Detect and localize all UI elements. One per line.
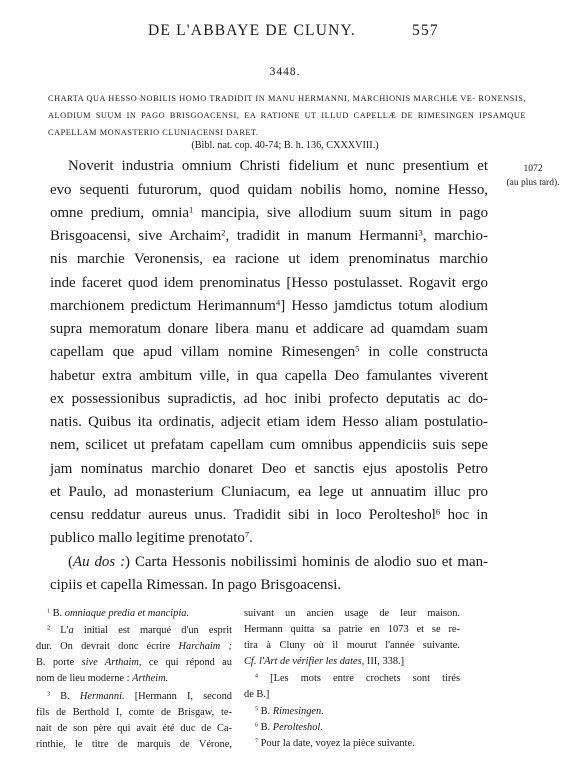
body-line: marchionem predictum Herimannum$^4$] Hesso jamdictus totum alodium <box>50 297 488 314</box>
endorsement-line: (Au dos :) Carta Hessonis nobilissimi hominis de alodio suo et man- <box>68 554 488 570</box>
page-number: 557 <box>412 22 439 39</box>
footnote: $^4$ [Les mots entre crochets sont tirés <box>255 673 460 684</box>
body-line: jam nominatus marchio donaret Deo et sanctis ejus apostolis Petro <box>50 461 488 477</box>
body-line: et Paulo, ad monasterium Cluniacum, ea lege ut annuatim illuc pro <box>50 484 488 500</box>
footnote-marker: 3 <box>418 227 423 238</box>
margin-date-note <box>498 163 568 190</box>
charter-number: 3448. <box>269 66 301 78</box>
footnote-marker: 7 <box>244 529 250 540</box>
footnote: $^7$ Pour la date, voyez la pièce suivante. <box>255 738 415 749</box>
footnote-marker: 2 <box>221 227 226 238</box>
body-line: nis marchie Veronensis, ea racione ut idem prenominatus marchio <box>50 251 488 267</box>
footnote: $^1$ B. omniaque predia et mancipia. <box>47 608 190 619</box>
body-line: capellam que apud villam nomine Rimesengen$^5$ in colle constructa <box>50 343 488 360</box>
footnote: $^6$ B. Perolteshol. <box>255 722 323 733</box>
endorsement-line: cipiis et capella Rimessan. In pago Brisgoacensi. <box>50 577 342 593</box>
footnote-line: dur. On devrait donc écrire Harchaim ; <box>36 641 232 652</box>
footnote: $^3$ B. Hermanni. [Hermann I, second <box>47 691 232 702</box>
charter-heading <box>48 91 526 141</box>
footnote-marker: 5 <box>355 343 360 354</box>
body-line: supra memoratum donare libera manu et addicare ad quamdam suam <box>50 321 488 337</box>
body-line: habetur extra ambitum ville, in qua capella Deo famulantes viverent <box>50 368 488 384</box>
heading-line: CHARTA QUA HESSO NOBILIS HOMO TRADIDIT IN MANU HERMANNI, MARCHIONIS MARCHIÆ VE- <box>48 94 476 103</box>
footnote-line: suivant un ancien usage de leur maison. <box>244 608 460 619</box>
footnote-marker: 1 <box>188 204 194 215</box>
heading-line: RONENSIS, ALODIUM SUUM IN PAGO BRISGOACENSI, EA RATIONE UT ILLUD CAPELLÆ DE <box>48 94 527 120</box>
footnote: $^2$ L'a initial est marqué d'un esprit <box>47 625 232 636</box>
footnote-marker: 6 <box>435 506 441 517</box>
margin-qualifier: (au plus tard). <box>506 177 560 188</box>
footnote-line: Hermann quitta sa patrie en 1073 et se re- <box>244 624 460 635</box>
body-line: publico mallo legitime prenotato$^7$. <box>50 529 253 546</box>
body-line: Noverit industria omnium Christi fidelium et nunc presentium et <box>68 158 488 174</box>
source-citation: (Bibl. nat. cop. 40-74; B. h. 136, CXXXVIII.) <box>191 140 379 151</box>
footnote-line: B. porte sive Arthaim, ce qui répond au <box>36 657 232 668</box>
body-line: natis. Quibus ita ordinatis, adjecit etiam idem Hesso aliam postulatio- <box>50 414 488 430</box>
footnote-marker: 4 <box>275 297 281 308</box>
body-line: nem, scilicet ut prefatam capellam cum omnibus appendiciis suis sepe <box>50 437 488 453</box>
heading-line: RIMESINGEN IPSAMQUE CAPELLAM MONASTERIO CLUNIACENSI DARET. <box>48 110 526 137</box>
body-line: omne predium, omnia$^1$ mancipia, sive allodium suum situm in pago <box>50 204 489 221</box>
running-header-title: DE L'ABBAYE DE CLUNY. <box>148 22 356 39</box>
margin-year: 1072 <box>523 164 543 174</box>
body-line: ex possessionibus supradictis, ad hoc inibi profecto deputatis ac do- <box>50 391 488 407</box>
footnote: $^5$ B. Rimesingen. <box>255 706 324 717</box>
footnote-line: fils de Berthold I, comte de Brisgaw, te- <box>36 707 232 718</box>
body-line: Brisgoacensi, sive Archaim$^2$, tradidit in manum Hermanni$^3$, marchio- <box>50 227 488 244</box>
footnote-line: nait de son père qui avait été duc de Ca- <box>36 723 232 734</box>
footnote-line: Cf. l'Art de vérifier les dates, III, 338.] <box>244 656 405 667</box>
body-line: inde faceret quod idem prenominatus [Hesso postulasset. Rogavit ergo <box>50 275 488 291</box>
body-line: evo sequenti futurorum, quod quidam nobilis homo, nomine Hesso, <box>50 182 488 198</box>
footnote-line: rinthie, le titre de marquis de Vérone, <box>36 739 232 750</box>
footnote-line: tira à Cluny où il mourut l'année suivante. <box>244 640 460 651</box>
footnote-line: nom de lieu moderne : Artheim. <box>36 673 169 684</box>
footnote-line: de B.] <box>244 689 270 700</box>
body-line: censu reddatur aureus unus. Tradidit sibi in loco Perolteshol$^6$ hoc in <box>50 506 489 523</box>
